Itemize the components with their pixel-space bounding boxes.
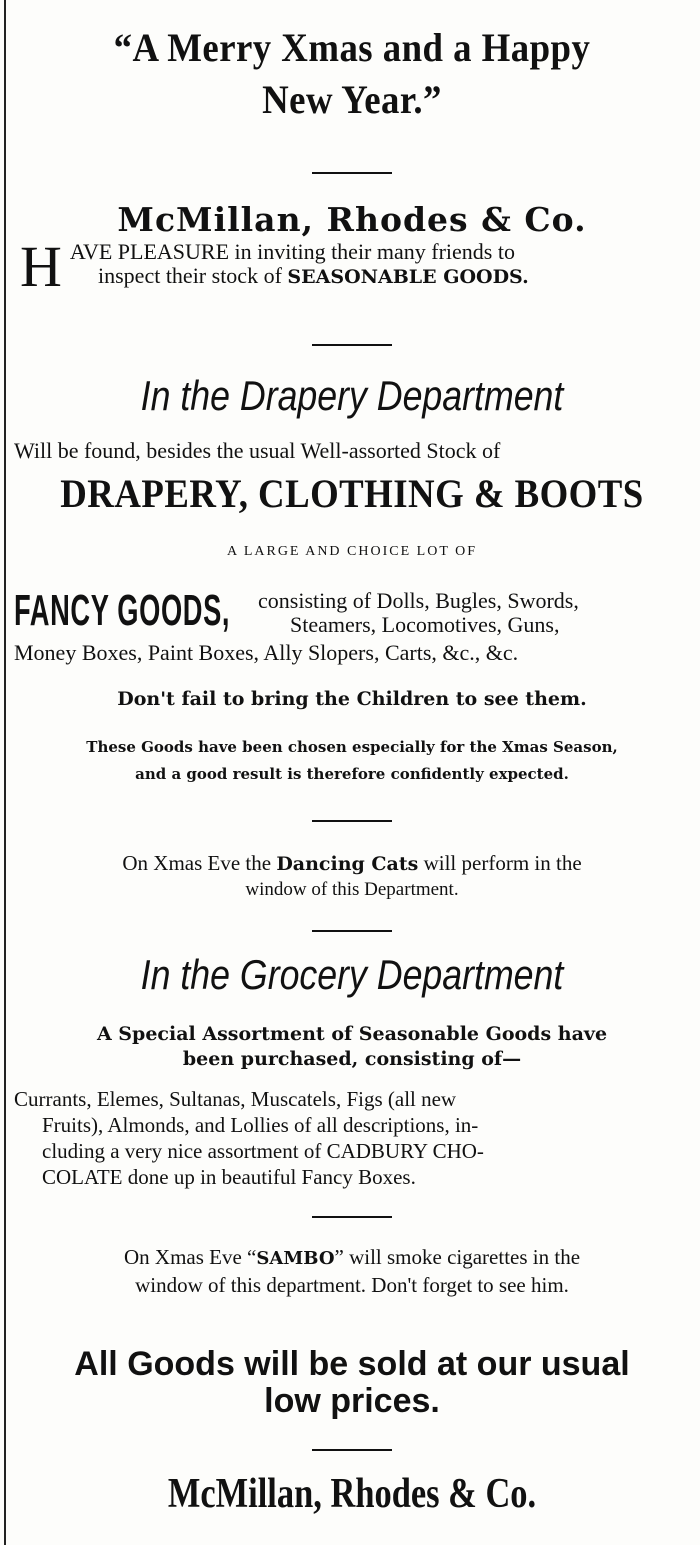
grocery-special-line-2: been purchased, consisting of— <box>182 1048 522 1070</box>
grocery-special-line-1: A Special Assortment of Seasonable Goods have <box>96 1023 608 1045</box>
footer-firm-name: McMillan, Rhodes & Co. <box>167 1471 537 1517</box>
grocery-list-line-3: cluding a very nice assortment of CADBURY CHO- <box>42 1139 484 1163</box>
grocery-list <box>14 1086 694 1190</box>
divider <box>312 344 392 346</box>
drapery-subheading: A LARGE AND CHOICE LOT OF <box>226 544 478 559</box>
sambo-line-1: On Xmas Eve “SAMBO” will smoke cigarettes in the <box>123 1245 581 1269</box>
sambo-line-2: window of this department. Don't forget to see him. <box>135 1273 569 1297</box>
drapery-heading: In the Drapery Department <box>140 372 564 419</box>
grocery-list-line-2: Fruits), Almonds, and Lollies of all descriptions, in- <box>42 1113 479 1137</box>
prices-line-1: All Goods will be sold at our usual <box>74 1345 630 1383</box>
grocery-list-line-1: Currants, Elemes, Sultanas, Muscatels, Figs (all new <box>14 1087 457 1111</box>
chosen-line-2: and a good result is therefore confidently expected. <box>135 765 569 783</box>
dancing-cats-line-2: window of this Department. <box>245 879 459 900</box>
advertisement-page <box>4 0 696 1545</box>
grocery-list-line-4: COLATE done up in beautiful Fancy Boxes. <box>42 1165 416 1189</box>
intro-line-1: AVE PLEASURE in inviting their many friends to <box>69 239 515 264</box>
dancing-cats-line-1: On Xmas Eve the Dancing Cats will perform in the <box>122 851 582 875</box>
fancy-line-1: consisting of Dolls, Bugles, Swords, <box>258 588 579 613</box>
fancy-goods-label: FANCY GOODS, <box>14 586 231 635</box>
greeting <box>6 22 698 126</box>
prices-line-2: low prices. <box>264 1382 440 1420</box>
grocery-special <box>6 1022 698 1072</box>
chosen-notice <box>6 734 698 788</box>
grocery-heading: In the Grocery Department <box>140 951 564 998</box>
divider <box>312 930 392 932</box>
firm-heading: McMillan, Rhodes & Co. <box>117 200 587 239</box>
prices-notice <box>6 1346 698 1420</box>
divider <box>312 820 392 822</box>
drapery-big-heading: DRAPERY, CLOTHING & BOOTS <box>60 471 644 516</box>
divider <box>312 1449 392 1451</box>
divider <box>312 1216 392 1218</box>
fancy-line-3: Money Boxes, Paint Boxes, Ally Slopers, Carts, &c., &c. <box>14 640 519 665</box>
divider <box>312 172 392 174</box>
dancing-cats-notice <box>6 850 698 903</box>
intro-paragraph <box>14 234 694 299</box>
drop-cap: H <box>20 234 62 299</box>
chosen-line-1: These Goods have been chosen especially for the Xmas Season, <box>86 738 618 756</box>
fancy-line-2: Steamers, Locomotives, Guns, <box>290 612 560 637</box>
greeting-line-1: “A Merry Xmas and a Happy <box>113 25 591 70</box>
drapery-lead: Will be found, besides the usual Well-assorted Stock of <box>14 438 501 463</box>
greeting-line-2: New Year.” <box>262 77 442 122</box>
children-notice: Don't fail to bring the Children to see them. <box>117 688 587 710</box>
sambo-notice <box>6 1244 698 1298</box>
intro-line-2: inspect their stock of SEASONABLE GOODS. <box>98 263 529 288</box>
